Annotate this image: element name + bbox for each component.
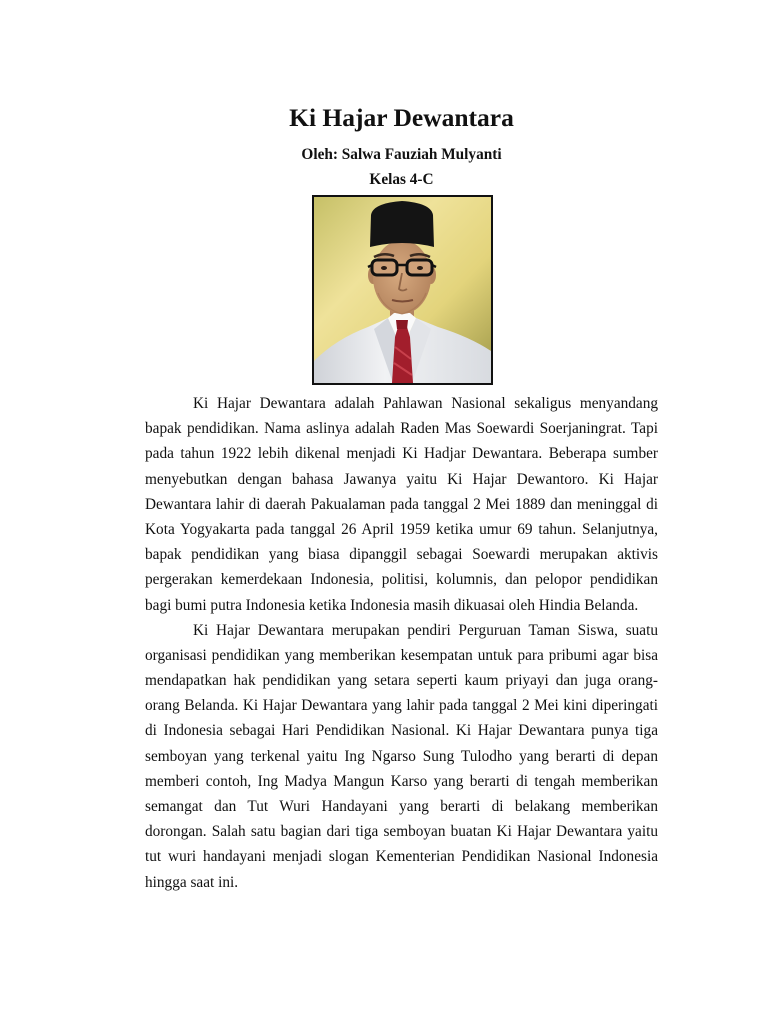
text-line: pada tahun 1922 lebih dikenal menjadi Ki Hadjar Dewantara. Beberapa sumber xyxy=(145,445,658,463)
text-line: pergerakan kemerdekaan Indonesia, politisi, kolumnis, dan pelopor pendidikan xyxy=(145,571,658,589)
text-line: semboyan yang terkenal yaitu Ing Ngarso Sung Tulodho yang berarti di depan xyxy=(145,747,658,765)
text-line: semangat dan Tut Wuri Handayani yang berarti di belakang memberikan xyxy=(145,798,658,815)
text-line: bagi bumi putra Indonesia ketika Indonesia masih dikuasai oleh Hindia Belanda. xyxy=(145,596,639,614)
text-line: organisasi pendidikan yang memberikan kesempatan untuk para pribumi agar bisa xyxy=(145,646,658,664)
portrait-illustration xyxy=(314,197,491,383)
text-line: Ki Hajar Dewantara adalah Pahlawan Nasional sekaligus menyandang xyxy=(193,395,658,412)
author-line: Oleh: Salwa Fauziah Mulyanti xyxy=(301,146,502,163)
portrait-image xyxy=(312,195,493,385)
paragraph xyxy=(145,391,658,618)
text-line: Kota Yogyakarta pada tanggal 26 April 1959 ketika umur 69 tahun. Selanjutnya, xyxy=(145,520,658,538)
paragraph xyxy=(145,618,658,895)
text-line: dorongan. Salah satu bagian dari tiga semboyan buatan Ki Hajar Dewantara yaitu xyxy=(145,823,658,841)
text-line: menyebutkan dengan bahasa Jawanya yaitu Ki Hajar Dewantoro. Ki Hajar xyxy=(145,470,658,488)
article-body xyxy=(145,391,658,895)
text-line: Dewantara lahir di daerah Pakualaman pada tanggal 2 Mei 1889 dan meninggal di xyxy=(145,495,658,513)
class-line: Kelas 4-C xyxy=(369,171,434,188)
text-line: hingga saat ini. xyxy=(145,873,239,891)
document-title: Ki Hajar Dewantara xyxy=(289,103,514,132)
text-line: di Indonesia sebagai Hari Pendidikan Nasional. Ki Hajar Dewantara punya tiga xyxy=(145,722,658,740)
text-line: bapak pendidikan yang biasa dipanggil sebagai Soewardi merupakan aktivis xyxy=(145,546,658,564)
text-line: memberi contoh, Ing Madya Mangun Karso yang berarti di tengah memberikan xyxy=(145,772,658,790)
text-line: orang Belanda. Ki Hajar Dewantara yang lahir pada tanggal 2 Mei kini diperingati xyxy=(145,697,658,715)
text-line: tut wuri handayani menjadi slogan Kementerian Pendidikan Nasional Indonesia xyxy=(145,848,658,866)
text-line: bapak pendidikan. Nama aslinya adalah Raden Mas Soewardi Soerjaningrat. Tapi xyxy=(145,420,658,438)
text-line: Ki Hajar Dewantara merupakan pendiri Perguruan Taman Siswa, suatu xyxy=(193,621,658,639)
text-line: mendapatkan hak pendidikan yang setara seperti kaum priyayi dan juga orang- xyxy=(145,672,658,690)
